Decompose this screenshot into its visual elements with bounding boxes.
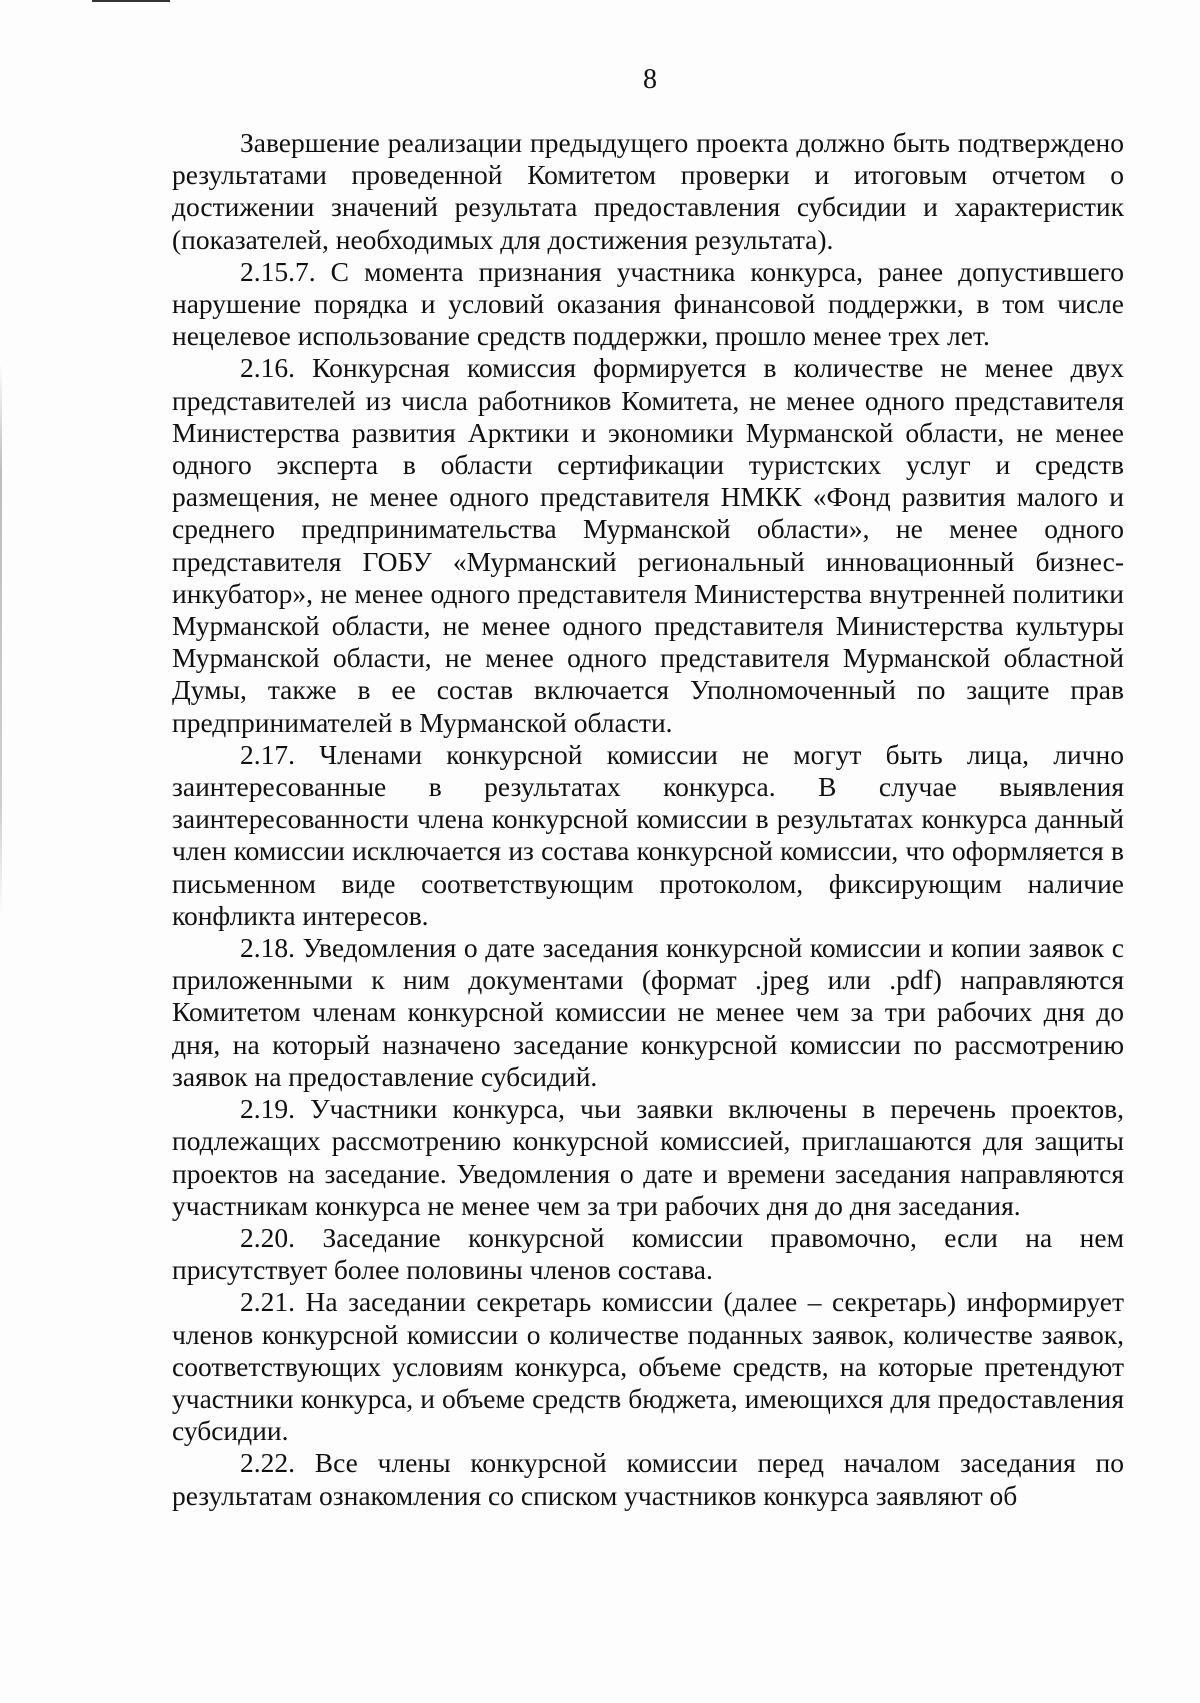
page-number: 8 [643,64,657,95]
paragraph-2-21: 2.21. На заседании секретарь комиссии (далее – секретарь) информирует членов конкурсной комиссии о количестве поданных заявок, количестве заявок, соответствующих условиям конкурса, объеме средств, на которые претендуют участники конкурса, и объеме средств бюджета, имеющихся для предоставления субсидии. [172,1286,1124,1447]
document-body [172,127,1124,1512]
paragraph-2-17: 2.17. Членами конкурсной комиссии не могут быть лица, лично заинтересованные в результатах конкурса. В случае выявления заинтересованности члена конкурсной комиссии в результатах конкурса данный член комиссии исключается из состава конкурсной комиссии, что оформляется в письменном виде соответствующим протоколом, фиксирующим наличие конфликта интересов. [172,738,1124,931]
paragraph-2-22: 2.22. Все члены конкурсной комиссии перед началом заседания по результатам ознакомления со списком участников конкурса заявляют об [172,1447,1124,1511]
scan-edge-mark [92,0,170,2]
paragraph-2-15-7: 2.15.7. С момента признания участника конкурса, ранее допустившего нарушение порядка и условий оказания финансовой поддержки, в том числе нецелевое использование средств поддержки, прошло менее трех лет. [172,255,1124,352]
paragraph-result-completion: Завершение реализации предыдущего проекта должно быть подтверждено результатами проведенной Комитетом проверки и итоговым отчетом о достижении значений результата предоставления субсидии и характеристик (показателей, необходимых для достижения результата). [172,127,1124,255]
binding-edge-shadow [0,360,2,920]
paragraph-2-19: 2.19. Участники конкурса, чьи заявки включены в перечень проектов, подлежащих рассмотрению конкурсной комиссией, приглашаются для защиты проектов на заседание. Уведомления о дате и времени заседания направляются участникам конкурса не менее чем за три рабочих дня до дня заседания. [172,1093,1124,1221]
paragraph-2-18: 2.18. Уведомления о дате заседания конкурсной комиссии и копии заявок с приложенными к ним документами (формат .jpeg или .pdf) направляются Комитетом членам конкурсной комиссии не менее чем за три рабочих дня до дня, на который назначено заседание конкурсной комиссии по рассмотрению заявок на предоставление субсидий. [172,932,1124,1092]
paragraph-2-20: 2.20. Заседание конкурсной комиссии правомочно, если на нем присутствует более половины членов состава. [172,1221,1124,1286]
paragraph-2-16: 2.16. Конкурсная комиссия формируется в количестве не менее двух представителей из числа работников Комитета, не менее одного представителя Министерства развития Арктики и экономики Мурманской области, не менее одного эксперта в области сертификации туристских услуг и средств размещения, не менее одного представителя НМКК «Фонд развития малого и среднего предпринимательства Мурманской области», не менее одного представителя ГОБУ «Мурманский региональный инновационный бизнес-инкубатор», не менее одного представителя Министерства внутренней политики Мурманской области, не менее одного представителя Министерства культуры Мурманской области, не менее одного представителя Мурманской областной Думы, также в ее состав включается Уполномоченный по защите прав предпринимателей в Мурманской области. [172,352,1124,738]
